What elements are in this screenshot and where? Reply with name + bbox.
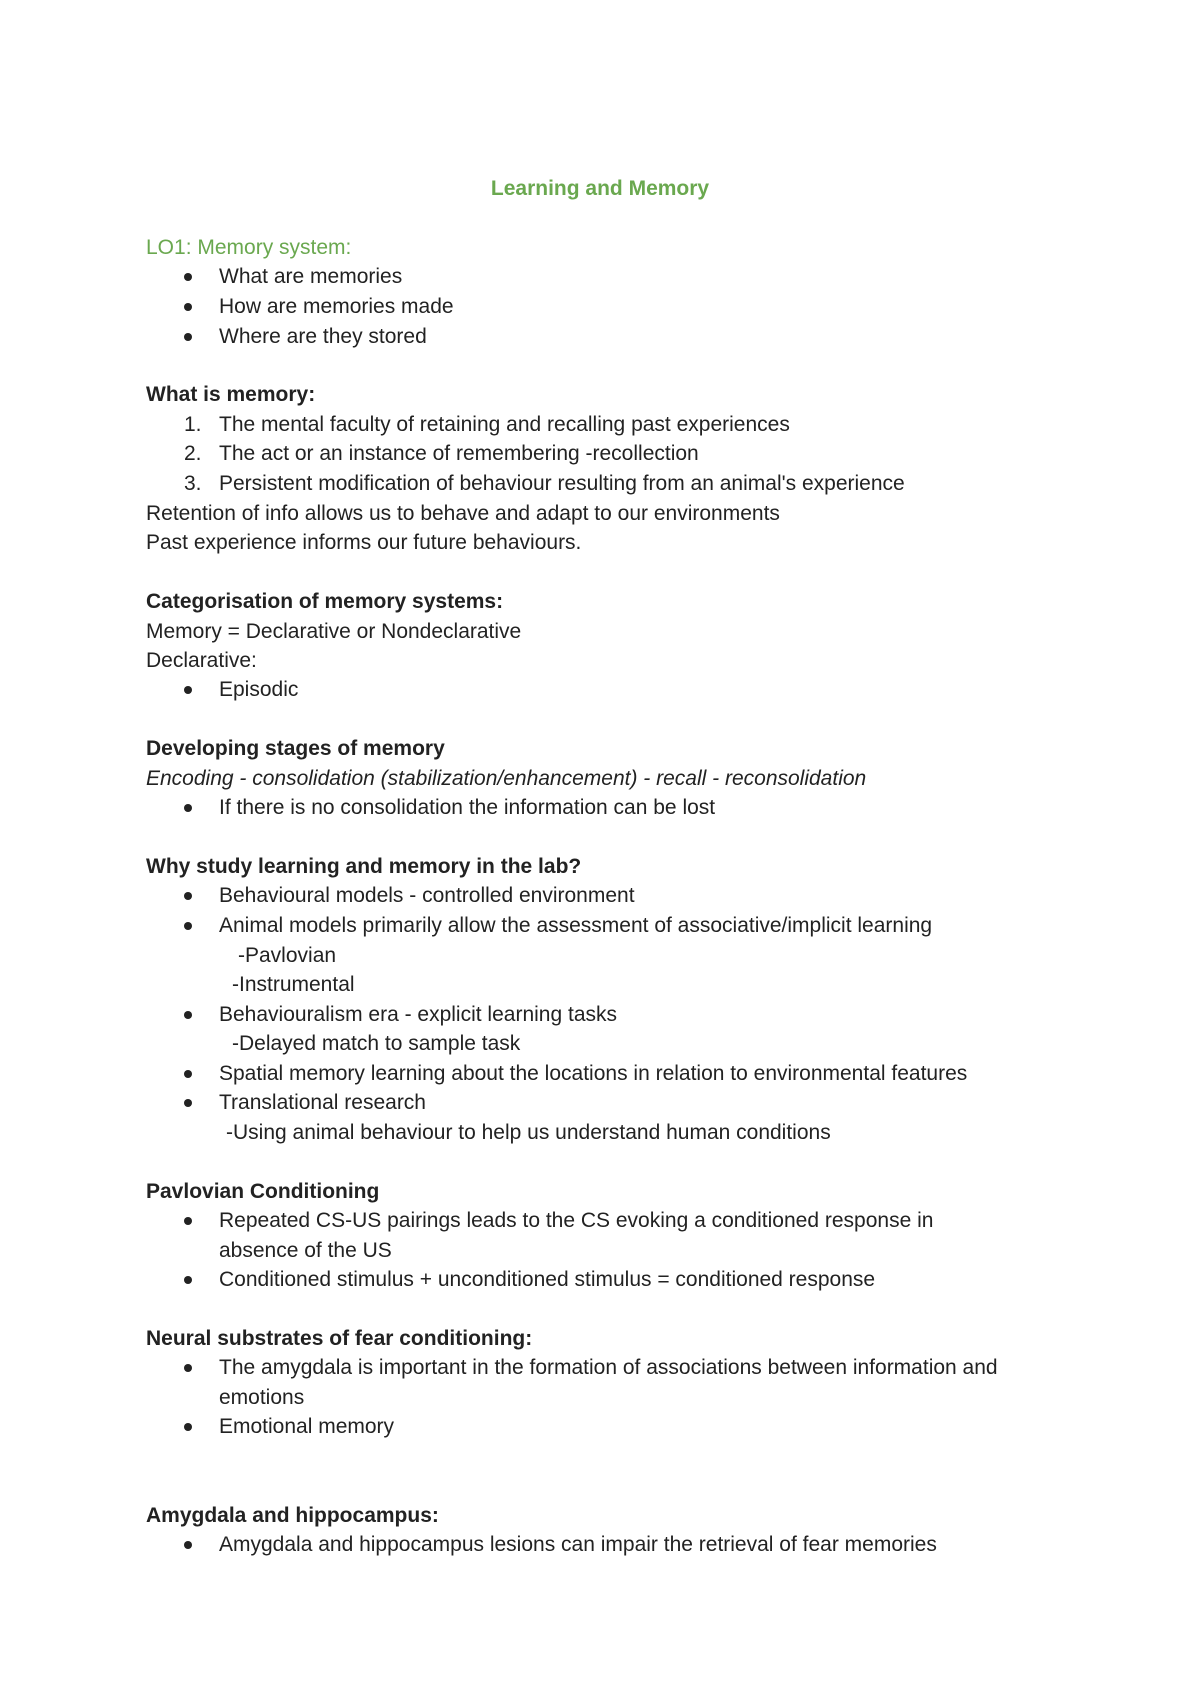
neural-bullet-1-line-2: emotions <box>219 1386 305 1409</box>
pavlovian-heading: Pavlovian Conditioning <box>146 1180 380 1203</box>
bullet-icon <box>184 804 192 812</box>
translational-sub: -Using animal behaviour to help us understand human conditions <box>226 1121 831 1144</box>
pavlovian-sub: -Pavlovian <box>238 944 337 967</box>
pavlovian-bullet-1-line-2: absence of the US <box>219 1239 392 1262</box>
why-study-bullet-1: Behavioural models - controlled environment <box>219 884 635 907</box>
episodic-bullet: Episodic <box>219 678 299 701</box>
stages-heading: Developing stages of memory <box>146 737 445 760</box>
past-experience-paragraph: Past experience informs our future behaviours. <box>146 531 582 554</box>
bullet-icon <box>184 1217 192 1225</box>
retention-paragraph: Retention of info allows us to behave and adapt to our environments <box>146 502 780 525</box>
stages-sequence: Encoding - consolidation (stabilization/enhancement) - recall - reconsolidation <box>146 767 867 790</box>
lo1-heading: LO1: Memory system: <box>146 236 352 259</box>
categorisation-heading: Categorisation of memory systems: <box>146 590 504 613</box>
instrumental-sub: -Instrumental <box>232 973 355 996</box>
list-number: 1. <box>184 413 202 436</box>
bullet-icon <box>184 1070 192 1078</box>
memory-definition-1: The mental faculty of retaining and recalling past experiences <box>219 413 790 436</box>
bullet-icon <box>184 303 192 311</box>
amygdala-bullet-1: Amygdala and hippocampus lesions can impair the retrieval of fear memories <box>219 1533 937 1556</box>
amygdala-heading: Amygdala and hippocampus: <box>146 1504 439 1527</box>
bullet-icon <box>184 1099 192 1107</box>
neural-heading: Neural substrates of fear conditioning: <box>146 1327 533 1350</box>
pavlovian-bullet-2: Conditioned stimulus + unconditioned stimulus = conditioned response <box>219 1268 876 1291</box>
delayed-match-sub: -Delayed match to sample task <box>232 1032 521 1055</box>
why-study-bullet-3: Behaviouralism era - explicit learning tasks <box>219 1003 618 1026</box>
memory-definition-2: The act or an instance of remembering -recollection <box>219 442 699 465</box>
memory-types-line: Memory = Declarative or Nondeclarative <box>146 620 522 643</box>
lo1-bullet-2: How are memories made <box>219 295 454 318</box>
bullet-icon <box>184 1276 192 1284</box>
why-study-heading: Why study learning and memory in the lab? <box>146 855 582 878</box>
neural-bullet-1-line-1: The amygdala is important in the formation of associations between information and <box>219 1356 998 1379</box>
pavlovian-bullet-1-line-1: Repeated CS-US pairings leads to the CS evoking a conditioned response in <box>219 1209 934 1232</box>
bullet-icon <box>184 892 192 900</box>
lo1-bullet-3: Where are they stored <box>219 325 427 348</box>
memory-definition-3: Persistent modification of behaviour resulting from an animal's experience <box>219 472 905 495</box>
what-is-memory-heading: What is memory: <box>146 383 316 406</box>
bullet-icon <box>184 1011 192 1019</box>
why-study-bullet-5: Translational research <box>219 1091 426 1114</box>
neural-bullet-2: Emotional memory <box>219 1415 395 1438</box>
document-title: Learning and Memory <box>490 177 710 200</box>
why-study-bullet-2: Animal models primarily allow the assessment of associative/implicit learning <box>219 914 933 937</box>
consolidation-bullet: If there is no consolidation the information can be lost <box>219 796 716 819</box>
declarative-label: Declarative: <box>146 649 257 672</box>
bullet-icon <box>184 273 192 281</box>
bullet-icon <box>184 1423 192 1431</box>
lo1-bullet-1: What are memories <box>219 265 403 288</box>
bullet-icon <box>184 686 192 694</box>
bullet-icon <box>184 1541 192 1549</box>
list-number: 3. <box>184 472 202 495</box>
bullet-icon <box>184 333 192 341</box>
bullet-icon <box>184 1364 192 1372</box>
why-study-bullet-4: Spatial memory learning about the locations in relation to environmental features <box>219 1062 968 1085</box>
bullet-icon <box>184 922 192 930</box>
list-number: 2. <box>184 442 202 465</box>
